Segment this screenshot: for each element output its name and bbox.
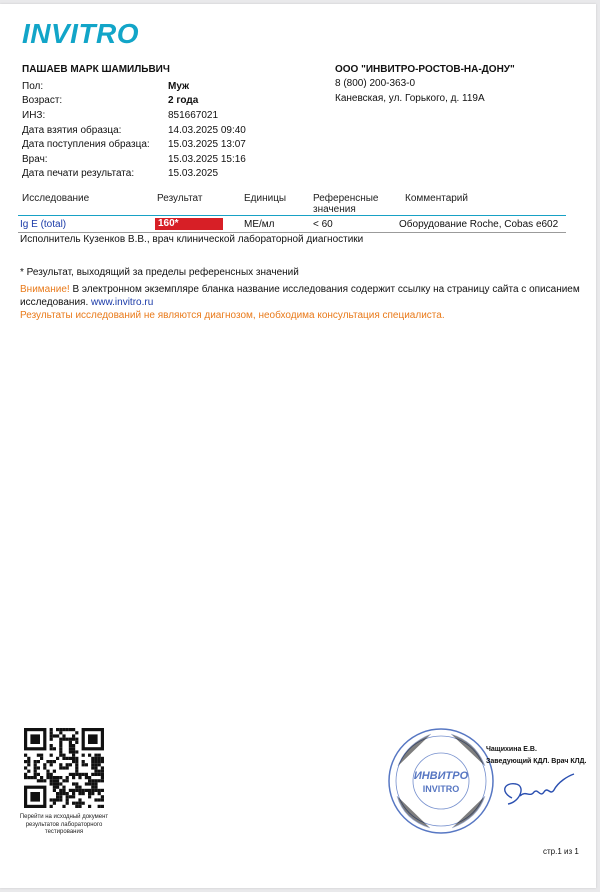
patient-field-label: Дата взятия образца: [22,124,122,136]
signer-title: Заведующий КДЛ. Врач КЛД. [486,758,587,765]
col-header-units: Единицы [244,193,287,204]
lab-phone: 8 (800) 200-363-0 [335,78,416,89]
attention-label: Внимание! [20,284,70,295]
lab-stamp [386,726,496,836]
patient-field-value: 15.03.2025 [168,168,219,180]
disclaimer: Результаты исследований не являются диагнозом, необходима консультация специалиста. [20,310,445,321]
attention-text: В электронном экземпляре бланка название исследования содержит ссылку на страницу сайта с описанием исследования. [20,284,580,308]
lab-name: ООО "ИНВИТРО-РОСТОВ-НА-ДОНУ" [335,64,515,75]
patient-field-value: 15.03.2025 13:07 [168,139,246,151]
patient-field-row [22,152,246,167]
result-document [0,4,596,888]
performer-line: Исполнитель Кузенков В.В., врач клинической лабораторной диагностики [20,234,364,245]
table-row-divider [18,232,566,233]
patient-field-row [22,79,246,94]
page-number: стр.1 из 1 [543,847,579,856]
attention-paragraph [20,283,590,309]
patient-field-label: ИНЗ: [22,109,46,121]
stamp-text-top: ИНВИТРО [413,770,469,782]
col-header-reference-line1: Референсные [313,193,379,204]
col-header-comment: Комментарий [405,193,468,204]
result-flagged-value: 160* [155,218,223,230]
patient-field-row [22,123,246,138]
patient-field-row [22,137,246,152]
patient-name: ПАШАЕВ МАРК ШАМИЛЬВИЧ [22,64,170,75]
patient-field-label: Пол: [22,80,44,92]
table-header-divider [18,215,566,216]
patient-field-label: Возраст: [22,95,63,107]
patient-field-label: Дата поступления образца: [22,139,150,151]
patient-field-value: 14.03.2025 09:40 [168,124,246,136]
col-header-reference-line2: значения [313,204,356,215]
result-comment: Оборудование Roche, Cobas e602 [399,219,559,230]
invitro-site-link[interactable]: www.invitro.ru [91,297,154,308]
invitro-logo: INVITRO [22,18,140,49]
patient-field-row [22,167,246,182]
patient-field-value: Муж [168,80,190,92]
footnote: * Результат, выходящий за пределы референсных значений [20,267,299,278]
patient-field-row [22,108,246,123]
notes-block [20,266,590,322]
patient-field-value: 2 года [168,95,199,107]
patient-info [22,79,246,181]
signer-name: Чащихина Е.В. [486,746,537,753]
test-name-link[interactable]: Ig E (total) [20,219,67,230]
result-reference: < 60 [313,219,333,230]
patient-field-label: Дата печати результата: [22,168,135,180]
patient-field-value: 851667021 [168,109,219,121]
patient-field-label: Врач: [22,153,48,165]
lab-address: Каневская, ул. Горького, д. 119А [335,92,485,104]
signer-block [486,744,586,768]
patient-field-value: 15.03.2025 15:16 [168,153,246,165]
handwritten-signature [496,768,576,812]
qr-code[interactable] [24,728,104,808]
result-units: МЕ/мл [244,219,275,230]
lab-info [335,64,515,107]
col-header-reference [313,193,379,215]
qr-caption: Перейти на исходный документ результатов лабораторного тестирования [19,814,109,835]
col-header-result: Результат [157,193,203,204]
col-header-test: Исследование [22,193,90,204]
patient-field-row [22,94,246,109]
svg-text:INVITRO: INVITRO [422,784,460,794]
